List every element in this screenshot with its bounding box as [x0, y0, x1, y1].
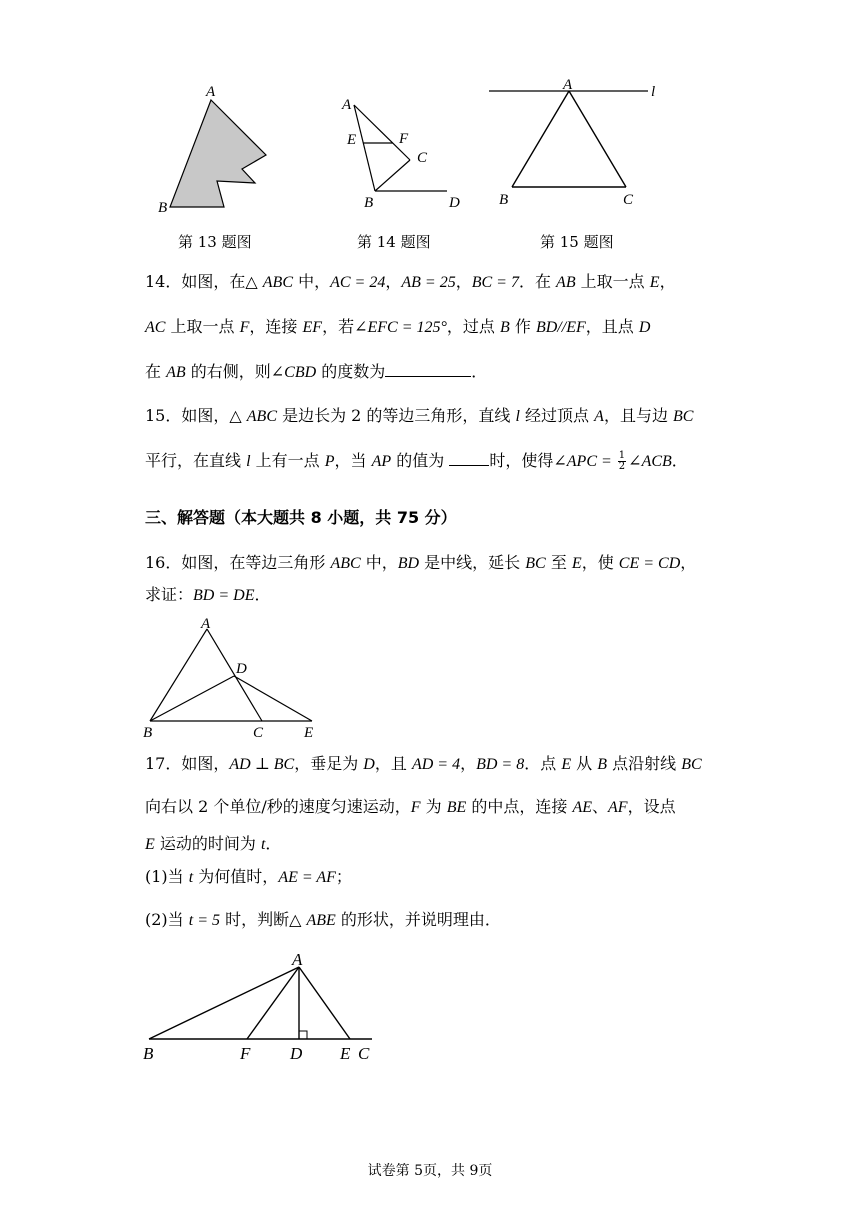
label-F: F — [399, 131, 409, 147]
label-B: B — [364, 195, 374, 211]
label-D: D — [449, 195, 460, 211]
answer-blank[interactable] — [385, 361, 471, 377]
label-B: B — [158, 200, 168, 216]
caption-fig13: 第 13 题图 — [178, 233, 252, 251]
label-C: C — [358, 1044, 370, 1063]
label-E: E — [340, 1044, 351, 1063]
label-C: C — [417, 150, 428, 166]
answer-blank[interactable] — [449, 450, 489, 466]
label-B: B — [143, 725, 153, 741]
label-C: C — [253, 725, 264, 741]
label-A: A — [201, 616, 211, 632]
label-D: D — [236, 661, 247, 677]
label-A: A — [342, 97, 352, 113]
q16-line1: 16．如图，在等边三角形 ABC 中，BD 是中线，延长 BC 至 E，使 CE = CD， — [145, 553, 697, 572]
q17-part1: (1)当 t 为何值时，AE = AF； — [145, 867, 352, 886]
label-A: A — [563, 77, 573, 93]
label-F: F — [240, 1044, 251, 1063]
q14-line3: 在 AB 的右侧，则∠CBD 的度数为 ． — [145, 362, 488, 381]
label-l: l — [651, 84, 656, 100]
shaded-polygon — [170, 100, 266, 207]
label-D: D — [290, 1044, 303, 1063]
q17-line2: 向右以 2 个单位/秒的速度匀速运动，F 为 BE 的中点，连接 AE、AF，设点 — [145, 797, 676, 816]
q16-line2: 求证：BD = DE． — [145, 585, 271, 604]
caption-fig15: 第 15 题图 — [540, 233, 614, 251]
label-B: B — [499, 192, 509, 208]
q17-line1: 17．如图，AD ⊥ BC，垂足为 D，且 AD = 4，BD = 8．点 E 从 B 点沿射线 BC — [145, 754, 702, 773]
figure-15 — [485, 75, 670, 210]
label-E: E — [347, 132, 357, 148]
q17-line3: E 运动的时间为 t． — [145, 834, 282, 853]
label-C: C — [623, 192, 634, 208]
section-heading: 三、解答题（本大题共 8 小题，共 75 分） — [145, 508, 457, 527]
label-E: E — [304, 725, 314, 741]
q14-line1: 14．如图，在△ ABC 中，AC = 24，AB = 25，BC = 7．在 AB 上取一点 E， — [145, 272, 676, 291]
caption-fig14: 第 14 题图 — [357, 233, 431, 251]
q15-line1: 15．如图，△ ABC 是边长为 2 的等边三角形，直线 l 经过顶点 A，且与边 BC — [145, 406, 694, 425]
q14-line2: AC 上取一点 F，连接 EF，若∠EFC = 125°，过点 B 作 BD//EF，且点 D — [145, 317, 651, 336]
label-A: A — [206, 84, 216, 100]
right-angle-mark — [299, 1031, 307, 1039]
page-footer: 试卷第 5页，共 9页 — [367, 1163, 493, 1179]
figure-14 — [335, 90, 475, 215]
figure-16 — [140, 612, 325, 742]
q15-line2: 平行，在直线 l 上有一点 P，当 AP 的值为 时，使得∠APC = $\frac{1}{2}$ ∠ACB． — [145, 450, 688, 472]
label-A: A — [292, 950, 303, 969]
fraction-one-half: $\frac{1}{2}$ — [618, 450, 626, 472]
figure-13 — [150, 80, 280, 220]
label-B: B — [143, 1044, 154, 1063]
q17-part2: (2)当 t = 5 时，判断△ ABE 的形状，并说明理由． — [145, 910, 501, 929]
figure-17 — [140, 940, 380, 1065]
